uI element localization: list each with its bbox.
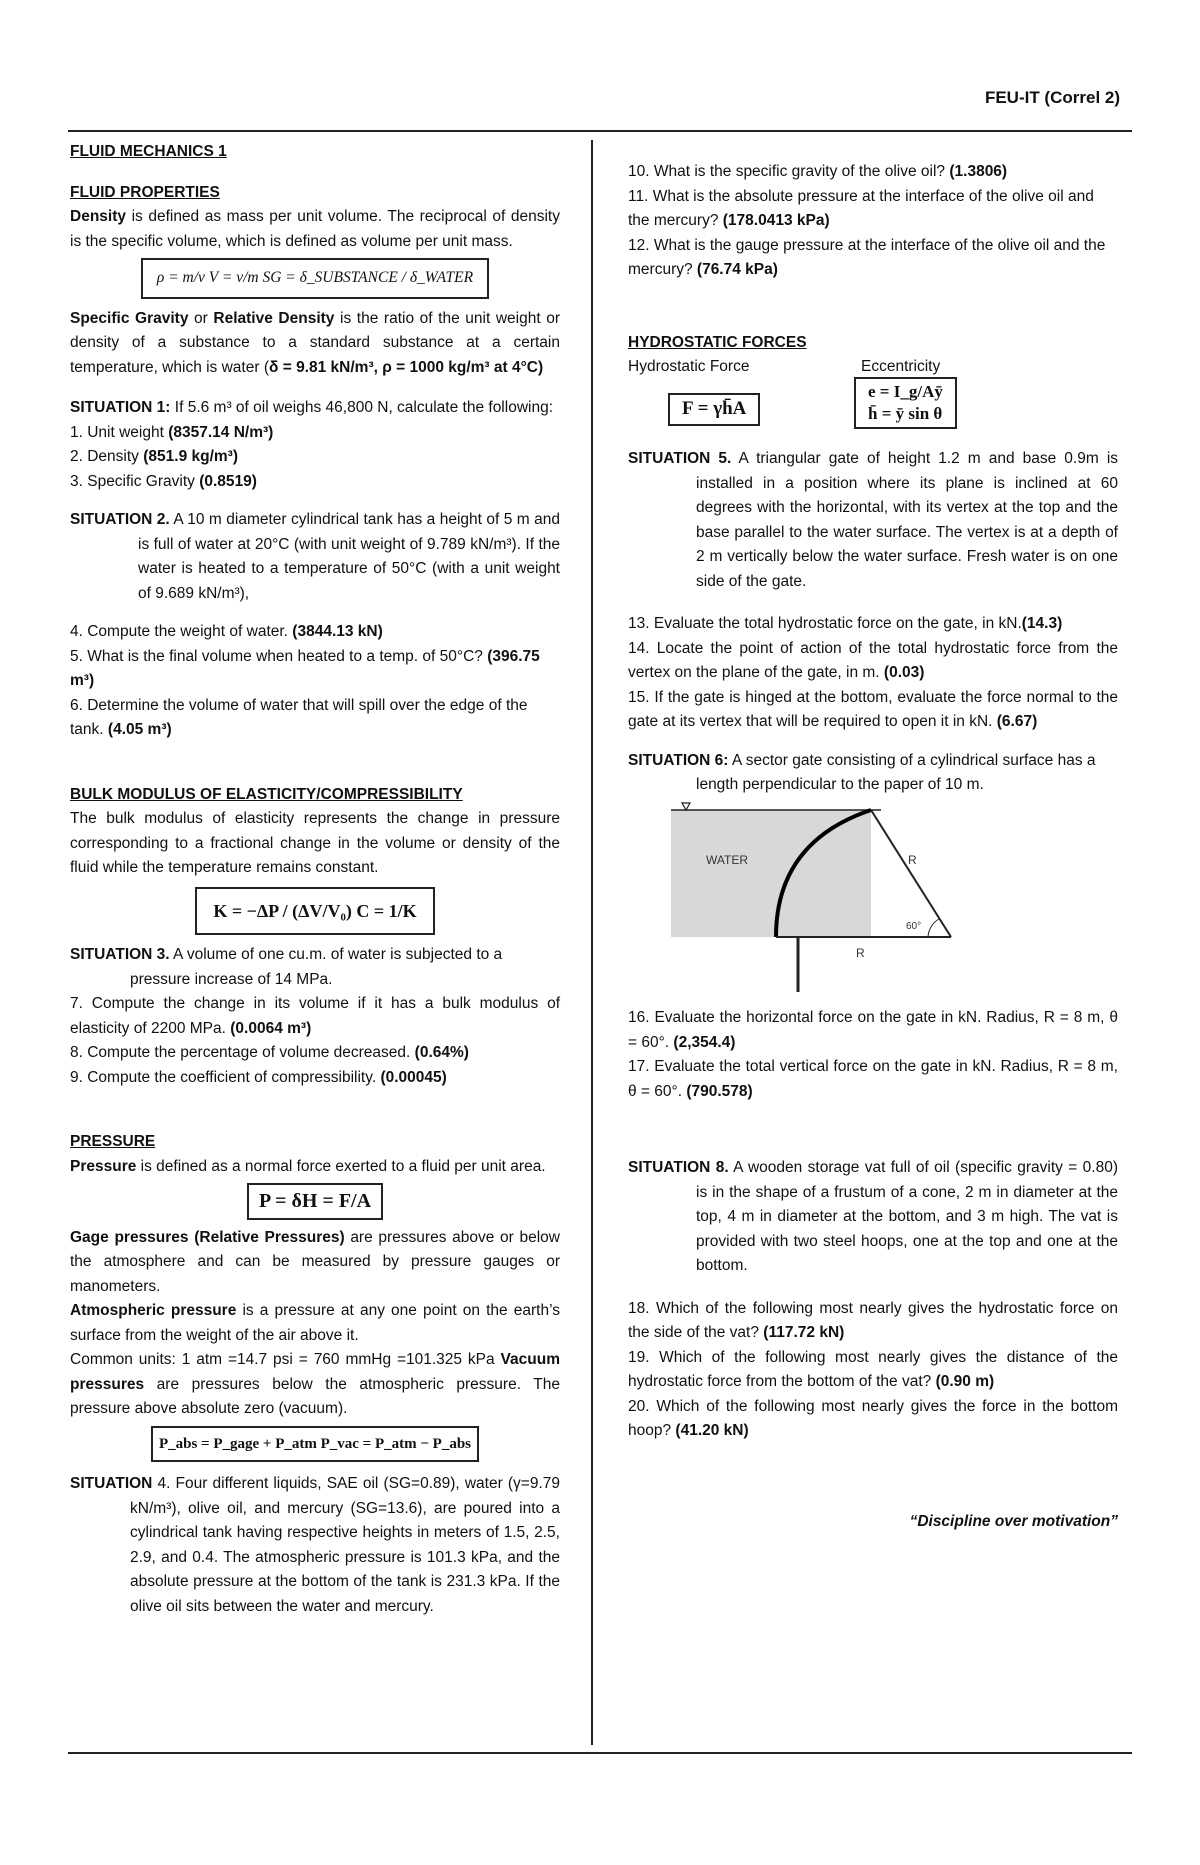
- density-formula-box: ρ = m/v V = v/m SG = δ_SUBSTANCE / δ_WATER: [141, 258, 489, 299]
- question-9: 9. Compute the coefficient of compressibility. (0.00045): [70, 1068, 447, 1086]
- situation-1: SITUATION 1: If 5.6 m³ of oil weighs 46,800 N, calculate the following:: [70, 399, 554, 416]
- atmospheric-pressure-paragraph: Atmospheric pressure is a pressure at any one point on the earth’s surface from the weight of the air above it.: [70, 1302, 561, 1344]
- diagram-water-label: WATER: [706, 852, 748, 867]
- hydrostatic-force-formula-box: F = γh̄A: [668, 393, 760, 426]
- top-rule: [68, 130, 1132, 132]
- diagram-r-label: R: [908, 852, 917, 867]
- situation-8: SITUATION 8. A wooden storage vat full of oil (specific gravity = 0.80) is in the shape of a frustum of a cone, 2 m in diameter at the top, 4 m in diameter at the bottom, and 3 m high. The vat is provided with two steel hoops, one at the top and one at the bottom.: [628, 1159, 1118, 1274]
- question-19: 19. Which of the following most nearly gives the distance of the hydrostatic force from the bottom of the vat? (0.90 m): [628, 1348, 1118, 1390]
- situation-2: SITUATION 2. A 10 m diameter cylindrical tank has a height of 5 m and is full of water at 20°C (with unit weight of 9.789 kN/m³). If the water is heated to a temperature of 50°C (with a unit weight of 9.689 kN/m³),: [70, 511, 561, 602]
- question-5: 5. What is the final volume when heated to a temp. of 50°C? (396.75 m³): [70, 647, 540, 689]
- section-pressure: PRESSURE: [70, 1133, 156, 1150]
- question-7: 7. Compute the change in its volume if it has a bulk modulus of elasticity of 2200 MPa. (0.0064 m³): [70, 995, 560, 1037]
- situation-3: SITUATION 3. A volume of one cu.m. of water is subjected to a pressure increase of 14 MPa.: [70, 946, 503, 988]
- section-fluid-properties: FLUID PROPERTIES: [70, 183, 220, 201]
- question-13: 13. Evaluate the total hydrostatic force on the gate, in kN.(14.3): [628, 615, 1063, 632]
- doc-title: FLUID MECHANICS 1: [70, 143, 227, 160]
- page-header: FEU-IT (Correl 2): [984, 88, 1120, 107]
- units-and-vacuum-paragraph: Common units: 1 atm =14.7 psi = 760 mmHg =101.325 kPa Vacuum pressures are pressures below the atmospheric pressure. The pressure above absolute zero (vacuum).: [70, 1351, 560, 1417]
- eccentricity-formula-box: e = I_g/Aȳ h̄ = ȳ sin θ: [854, 377, 957, 429]
- question-6: 6. Determine the volume of water that will spill over the edge of the tank. (4.05 m³): [70, 696, 528, 738]
- question-15: 15. If the gate is hinged at the bottom, evaluate the force normal to the gate at its vertex that will be required to open it in kN. (6.67): [628, 688, 1118, 730]
- diagram-r2-label: R: [856, 945, 865, 960]
- sector-gate-diagram: [666, 802, 1118, 1001]
- bottom-rule: [68, 1752, 1132, 1754]
- gage-pressure-paragraph: Gage pressures (Relative Pressures) are pressures above or below the atmosphere and can be measured by pressure gauges or manometers.: [70, 1228, 560, 1295]
- right-column: [628, 160, 1118, 1534]
- situation-4: SITUATION 4. Four different liquids, SAE oil (SG=0.89), water (γ=9.79 kN/m³), olive oil, and mercury (SG=13.6), are poured into a cylindrical tank having respective heights in meters of 1.5, 2.5, 2.9, and 0.4. The atmospheric pressure is 101.3 kPa, and the absolute pressure at the bottom of the tank is 231.3 kPa. If the olive oil sits between the water and mercury.: [70, 1475, 560, 1615]
- absolute-vacuum-formula-box: P_abs = P_gage + P_atm P_vac = P_atm − P_abs: [151, 1426, 479, 1463]
- question-1: 1. Unit weight (8357.14 N/m³): [70, 423, 274, 441]
- question-11: 11. What is the absolute pressure at the interface of the olive oil and the mercury? (178.0413 kPa): [628, 187, 1094, 229]
- situation-6: SITUATION 6: A sector gate consisting of a cylindrical surface has a length perpendicular to the paper of 10 m.: [628, 751, 1096, 793]
- closing-quote: “Discipline over motivation”: [909, 1512, 1118, 1530]
- section-hydrostatic-forces: HYDROSTATIC FORCES: [628, 333, 807, 351]
- bulk-modulus-formula-box: K = −ΔP / (ΔV/V₀) C = 1/K: [195, 887, 434, 936]
- specific-gravity-paragraph: Specific Gravity or Relative Density is the ratio of the unit weight or density of a substance to a standard substance at a certain temperature, which is water (δ = 9.81 kN/m³, ρ = 1000 kg/m³ at 4°C): [70, 309, 561, 376]
- question-18: 18. Which of the following most nearly gives the hydrostatic force on the side of the vat? (117.72 kN): [628, 1299, 1118, 1341]
- density-paragraph: Density is defined as mass per unit volume. The reciprocal of density is the specific volume, which is defined as volume per unit mass.: [70, 208, 560, 250]
- hydrostatic-force-label: Hydrostatic Force: [628, 358, 750, 375]
- question-20: 20. Which of the following most nearly gives the force in the bottom hoop? (41.20 kN): [628, 1397, 1118, 1439]
- left-column: [70, 140, 560, 1619]
- pressure-definition: Pressure is defined as a normal force exerted to a fluid per unit area.: [70, 1157, 546, 1175]
- bulk-modulus-paragraph: The bulk modulus of elasticity represents the change in pressure corresponding to a fractional change in the volume or density of the fluid while the temperature remains constant.: [70, 810, 560, 876]
- question-10: 10. What is the specific gravity of the olive oil? (1.3806): [628, 163, 1008, 180]
- question-4: 4. Compute the weight of water. (3844.13 kN): [70, 623, 383, 640]
- question-14: 14. Locate the point of action of the total hydrostatic force from the vertex on the plane of the gate, in m. (0.03): [628, 639, 1118, 681]
- question-3: 3. Specific Gravity (0.8519): [70, 472, 257, 490]
- pressure-formula-box: P = δH = F/A: [247, 1183, 383, 1220]
- question-2: 2. Density (851.9 kg/m³): [70, 448, 238, 465]
- column-divider: [591, 140, 593, 1745]
- question-8: 8. Compute the percentage of volume decreased. (0.64%): [70, 1044, 469, 1061]
- section-bulk-modulus: BULK MODULUS OF ELASTICITY/COMPRESSIBILITY: [70, 785, 463, 803]
- question-17: 17. Evaluate the total vertical force on the gate in kN. Radius, R = 8 m, θ = 60°. (790.578): [628, 1058, 1118, 1100]
- question-12: 12. What is the gauge pressure at the interface of the olive oil and the mercury? (76.74 kPa): [628, 236, 1106, 278]
- eccentricity-label: Eccentricity: [861, 358, 941, 375]
- question-16: 16. Evaluate the horizontal force on the gate in kN. Radius, R = 8 m, θ = 60°. (2,354.4): [628, 1009, 1118, 1051]
- situation-5: SITUATION 5. A triangular gate of height 1.2 m and base 0.9m is installed in a position where its plane is inclined at 60 degrees with the horizontal, with its vertex at the top and the base parallel to the water surface. The vertex is at a depth of 2 m vertically below the water surface. Fresh water is on one side of the gate.: [628, 450, 1119, 590]
- diagram-angle-label: 60°: [906, 920, 922, 932]
